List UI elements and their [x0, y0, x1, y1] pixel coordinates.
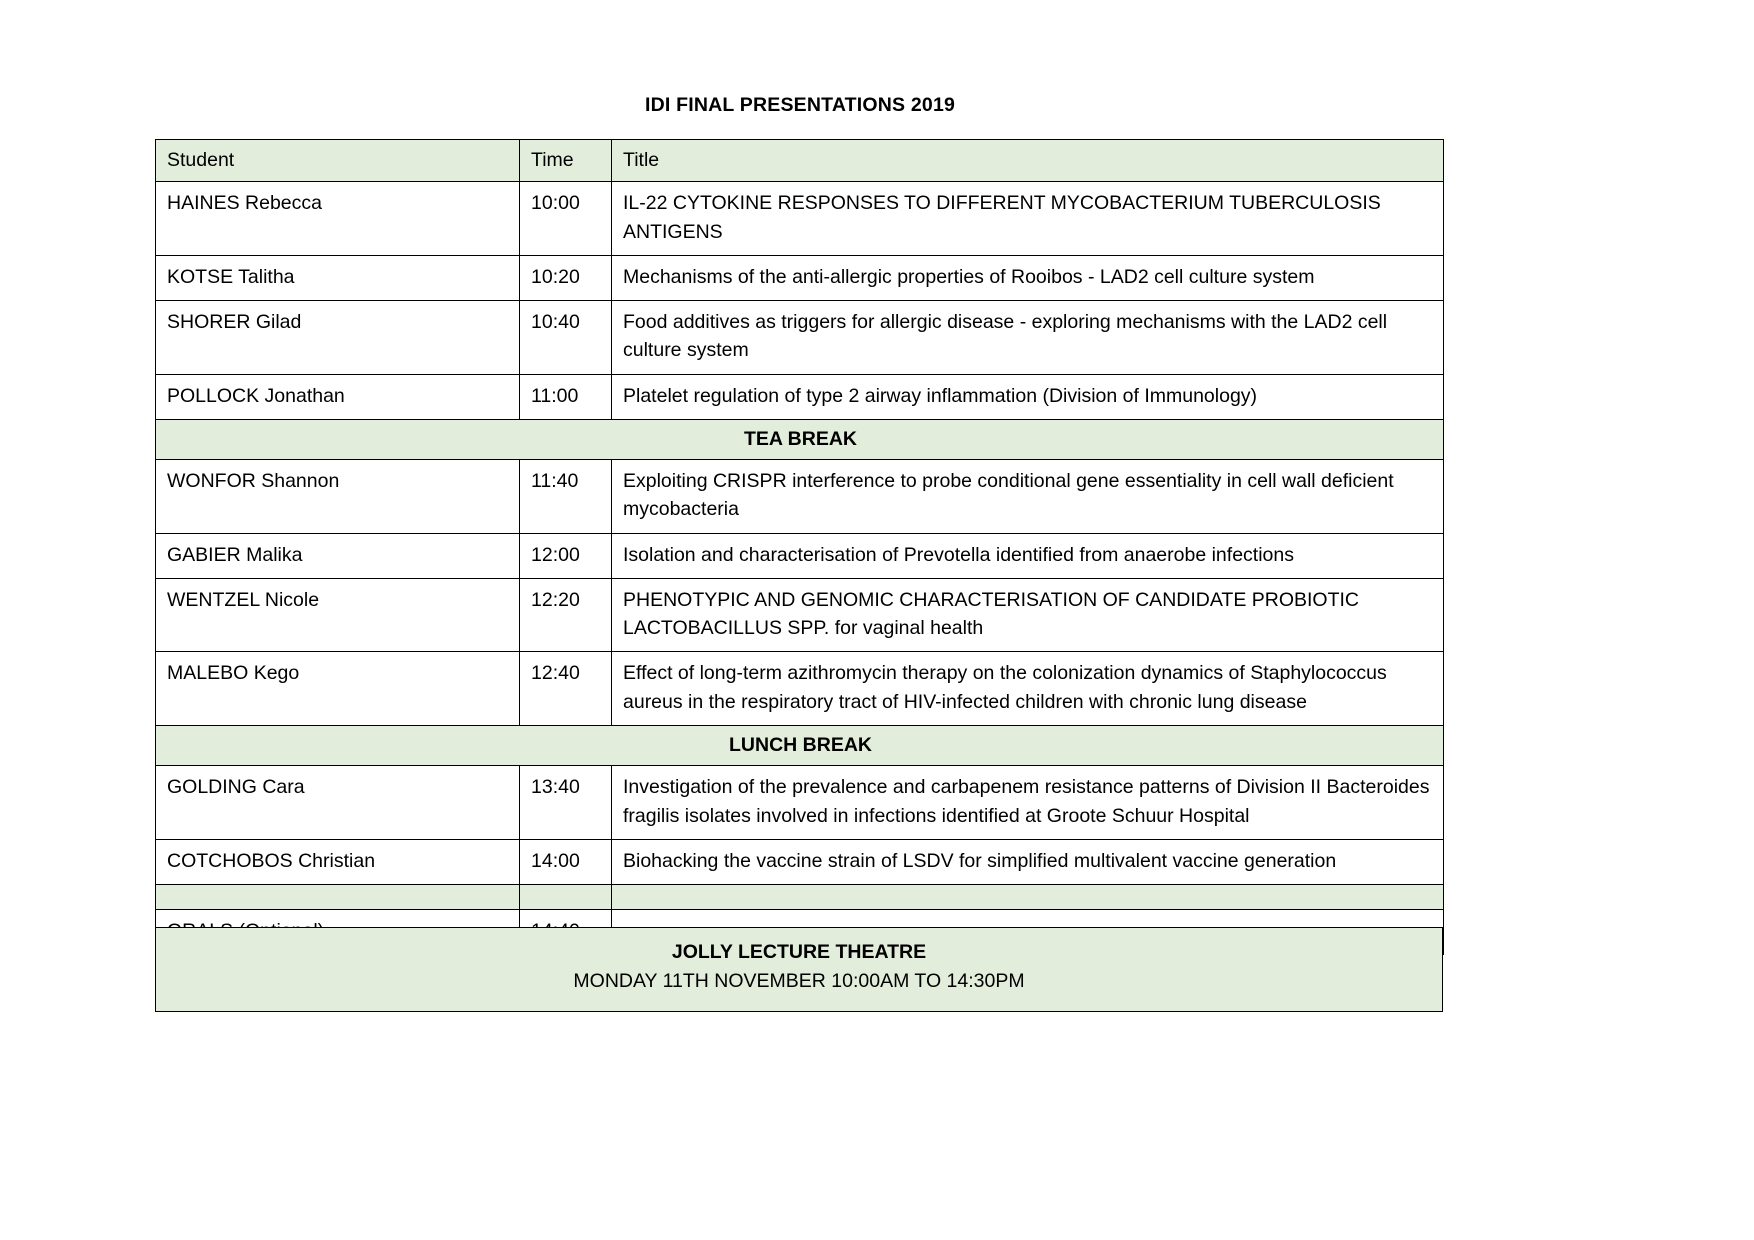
table-row	[156, 652, 1444, 726]
cell-student: WENTZEL Nicole	[156, 578, 520, 652]
cell-time: 11:00	[520, 374, 612, 419]
cell-title: Food additives as triggers for allergic disease - exploring mechanisms with the LAD2 cell culture system	[612, 301, 1444, 375]
venue-datetime: MONDAY 11TH NOVEMBER 10:00AM TO 14:30PM	[573, 970, 1025, 993]
cell-time: 12:00	[520, 533, 612, 578]
cell-student: GABIER Malika	[156, 533, 520, 578]
cell-title: Mechanisms of the anti-allergic properties of Rooibos - LAD2 cell culture system	[612, 255, 1444, 300]
table-row	[156, 533, 1444, 578]
cell-title: Platelet regulation of type 2 airway inflammation (Division of Immunology)	[612, 374, 1444, 419]
cell-student: SHORER Gilad	[156, 301, 520, 375]
cell-title: Biohacking the vaccine strain of LSDV for simplified multivalent vaccine generation	[612, 839, 1444, 884]
cell-time: 14:00	[520, 839, 612, 884]
cell-student: MALEBO Kego	[156, 652, 520, 726]
break-row	[156, 419, 1444, 459]
cell-title: Exploiting CRISPR interference to probe conditional gene essentiality in cell wall deficient mycobacteria	[612, 460, 1444, 534]
cell-title: Isolation and characterisation of Prevotella identified from anaerobe infections	[612, 533, 1444, 578]
cell-time: 13:40	[520, 766, 612, 840]
cell-title: Effect of long-term azithromycin therapy on the colonization dynamics of Staphylococcus aureus in the respiratory tract of HIV-infected children with chronic lung disease	[612, 652, 1444, 726]
cell-student: COTCHOBOS Christian	[156, 839, 520, 884]
column-header-time: Time	[520, 140, 612, 182]
cell-title: IL-22 CYTOKINE RESPONSES TO DIFFERENT MYCOBACTERIUM TUBERCULOSIS ANTIGENS	[612, 182, 1444, 256]
page-title: IDI FINAL PRESENTATIONS 2019	[644, 94, 956, 116]
cell-time	[520, 885, 612, 910]
table-row	[156, 460, 1444, 534]
cell-student: POLLOCK Jonathan	[156, 374, 520, 419]
cell-time: 12:40	[520, 652, 612, 726]
column-header-title: Title	[612, 140, 1444, 182]
table-row	[156, 766, 1444, 840]
cell-time: 10:40	[520, 301, 612, 375]
cell-student	[156, 885, 520, 910]
break-label: TEA BREAK	[156, 419, 1444, 459]
table-row	[156, 301, 1444, 375]
cell-time: 10:20	[520, 255, 612, 300]
table-row	[156, 182, 1444, 256]
cell-student: WONFOR Shannon	[156, 460, 520, 534]
cell-time: 11:40	[520, 460, 612, 534]
cell-title: PHENOTYPIC AND GENOMIC CHARACTERISATION OF CANDIDATE PROBIOTIC LACTOBACILLUS SPP. for vaginal health	[612, 578, 1444, 652]
cell-student: GOLDING Cara	[156, 766, 520, 840]
cell-student: KOTSE Talitha	[156, 255, 520, 300]
break-label: LUNCH BREAK	[156, 725, 1444, 765]
venue-box	[155, 927, 1443, 1012]
presentations-schedule-table	[155, 139, 1444, 955]
cell-title: Investigation of the prevalence and carbapenem resistance patterns of Division II Bacteroides fragilis isolates involved in infections identified at Groote Schuur Hospital	[612, 766, 1444, 840]
venue-name: JOLLY LECTURE THEATRE	[671, 941, 927, 963]
column-header-student: Student	[156, 140, 520, 182]
cell-student: HAINES Rebecca	[156, 182, 520, 256]
break-row	[156, 725, 1444, 765]
table-row	[156, 255, 1444, 300]
table-row	[156, 578, 1444, 652]
cell-title	[612, 885, 1444, 910]
cell-time: 10:00	[520, 182, 612, 256]
table-row	[156, 374, 1444, 419]
table-header-row	[156, 140, 1444, 182]
table-row	[156, 839, 1444, 884]
table-row	[156, 885, 1444, 910]
cell-time: 12:20	[520, 578, 612, 652]
